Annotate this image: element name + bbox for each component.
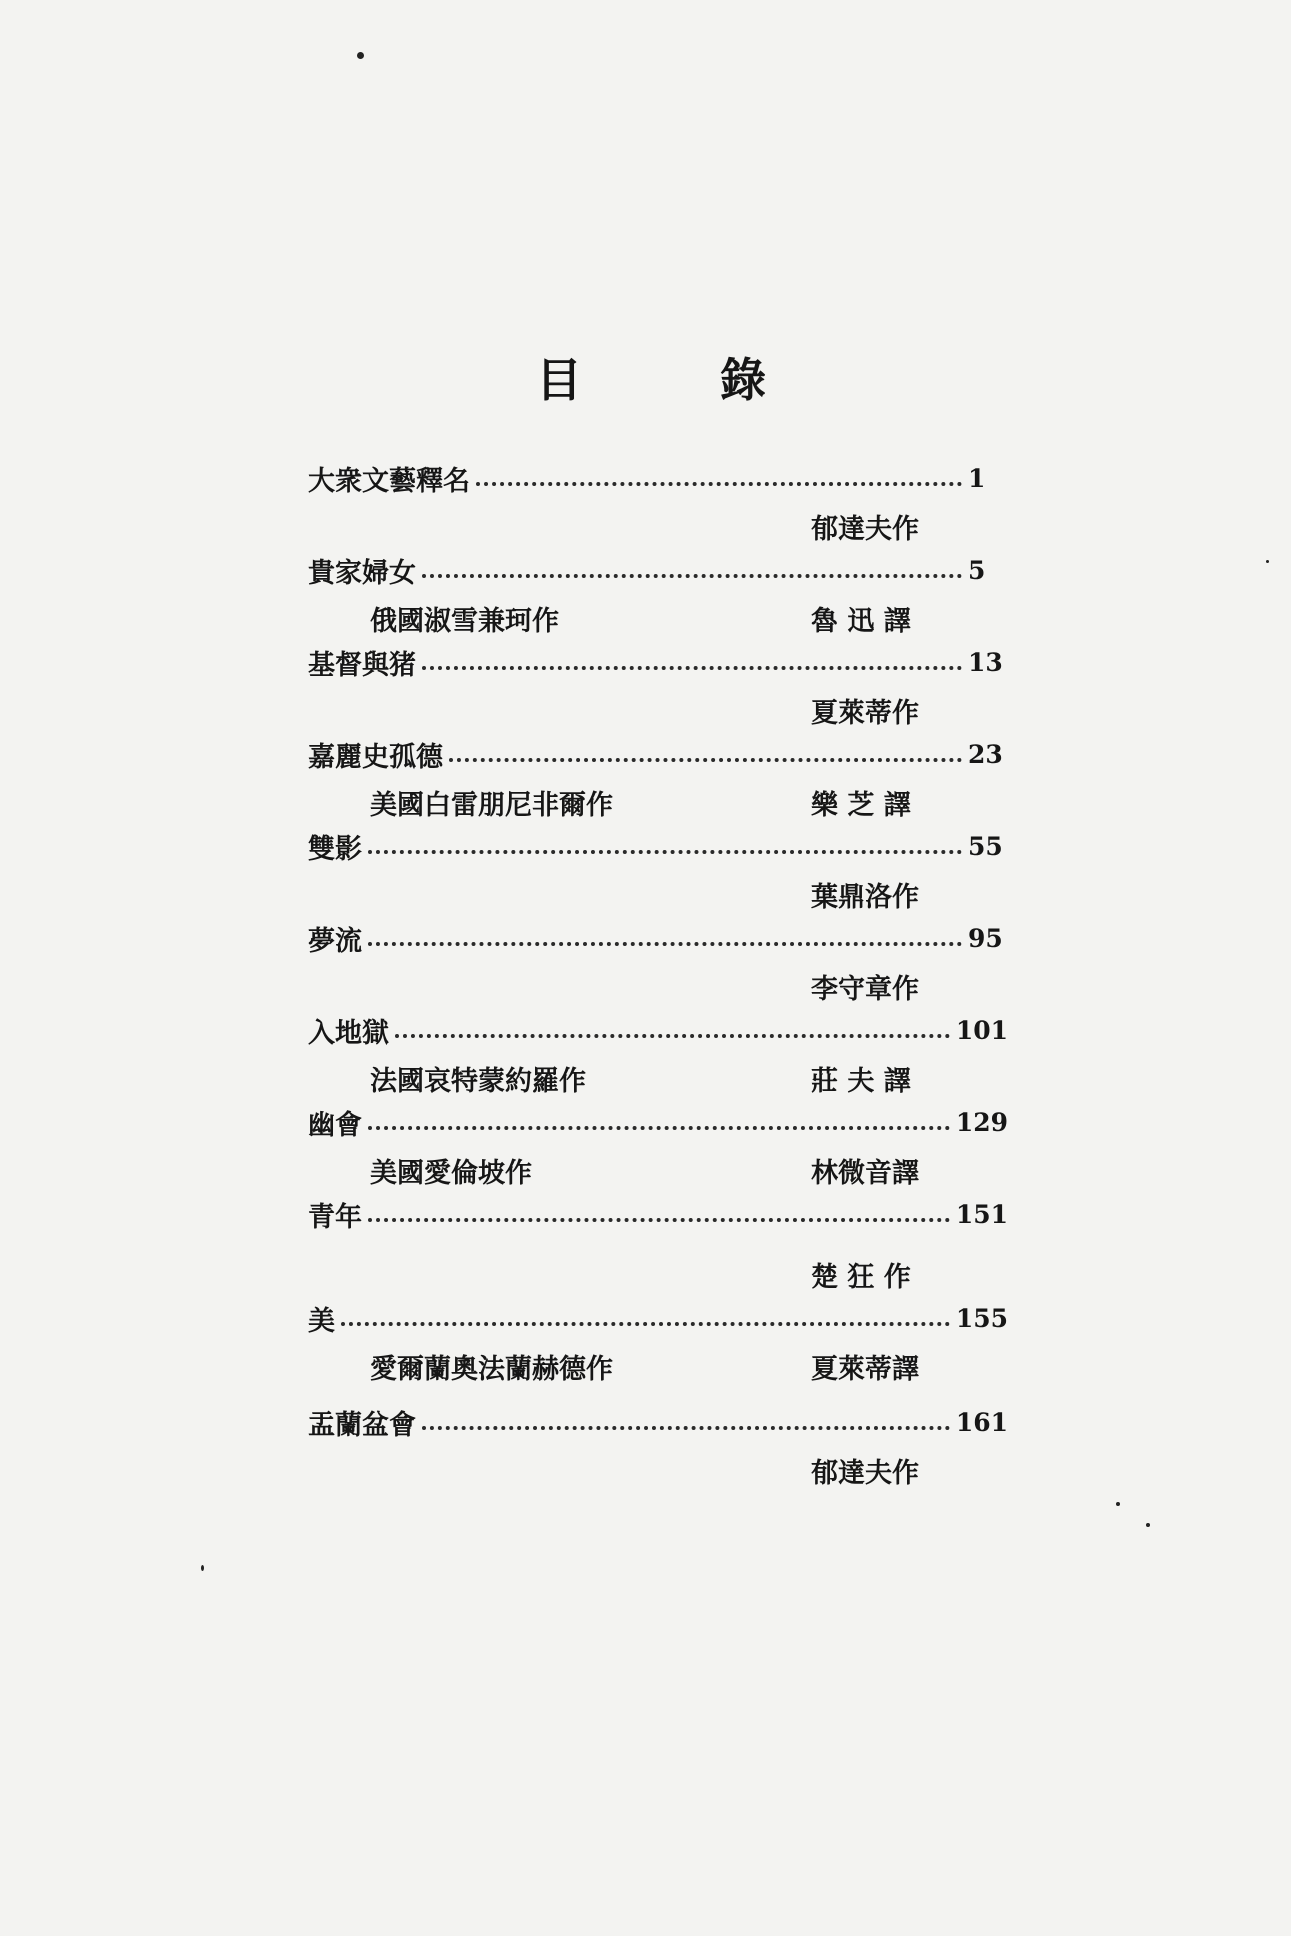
entry-page-number: 13 — [968, 647, 1003, 677]
toc-entry[interactable] — [308, 1399, 1008, 1445]
entry-page-number: 155 — [955, 1303, 1008, 1333]
dot-leader — [449, 758, 962, 762]
toc-entry[interactable] — [308, 639, 1008, 685]
entry-title: 基督與猪 — [308, 649, 416, 681]
entry-credit-row — [308, 777, 1008, 823]
entry-page-number: 1 — [968, 463, 986, 493]
dot-leader — [422, 1426, 950, 1430]
entry-original-author: 愛爾蘭奧法蘭赫德作 — [370, 1354, 613, 1385]
title-char-2: 錄 — [720, 353, 766, 407]
dot-leader — [368, 850, 962, 854]
entry-page-number: 95 — [968, 923, 1003, 953]
dot-leader — [368, 1218, 950, 1222]
toc-entry[interactable] — [308, 455, 1008, 501]
dot-leader — [422, 574, 962, 578]
dot-leader — [476, 482, 962, 486]
entry-page-number: 23 — [968, 739, 1003, 769]
entry-title: 入地獄 — [308, 1017, 389, 1049]
entry-page-number: 5 — [968, 555, 986, 585]
table-of-contents — [308, 455, 1008, 1491]
scan-speck — [1116, 1502, 1120, 1506]
scan-speck — [357, 52, 364, 59]
entry-title: 夢流 — [308, 925, 362, 957]
entry-credit: 楚 狂 作 — [811, 1262, 911, 1293]
scan-speck — [201, 1565, 204, 1571]
entry-credit-row — [308, 961, 1008, 1007]
spacer — [308, 1237, 1008, 1249]
scan-speck — [1146, 1523, 1150, 1527]
entry-credit-row — [308, 1341, 1008, 1387]
entry-title: 美 — [308, 1305, 335, 1337]
toc-entry[interactable] — [308, 1191, 1008, 1237]
entry-credit: 魯 迅 譯 — [811, 606, 911, 637]
entry-credit-row — [308, 1249, 1008, 1295]
entry-title: 盂蘭盆會 — [308, 1409, 416, 1441]
entry-credit: 郁達夫作 — [811, 1458, 919, 1489]
dot-leader — [341, 1322, 950, 1326]
entry-credit: 葉鼎洛作 — [811, 882, 919, 913]
spacer — [308, 1387, 1008, 1399]
toc-entry[interactable] — [308, 547, 1008, 593]
toc-entry[interactable] — [308, 1099, 1008, 1145]
entry-credit-row — [308, 685, 1008, 731]
entry-original-author: 俄國淑雪兼珂作 — [370, 606, 559, 637]
entry-credit: 夏萊蒂譯 — [811, 1354, 919, 1385]
entry-page-number: 129 — [955, 1107, 1008, 1137]
entry-page-number: 55 — [968, 831, 1003, 861]
dot-leader — [395, 1034, 950, 1038]
entry-original-author: 美國愛倫坡作 — [370, 1158, 532, 1189]
dot-leader — [422, 666, 962, 670]
dot-leader — [368, 942, 962, 946]
title-char-1: 目 — [536, 353, 582, 407]
entry-credit: 樂 芝 譯 — [811, 790, 911, 821]
entry-credit: 郁達夫作 — [811, 514, 919, 545]
entry-title: 大衆文藝釋名 — [308, 465, 470, 497]
toc-entry[interactable] — [308, 1295, 1008, 1341]
entry-credit-row — [308, 1445, 1008, 1491]
entry-credit: 林微音譯 — [811, 1158, 919, 1189]
entry-original-author: 美國白雷朋尼非爾作 — [370, 790, 613, 821]
toc-entry[interactable] — [308, 915, 1008, 961]
entry-page-number: 101 — [955, 1015, 1008, 1045]
entry-credit-row — [308, 1053, 1008, 1099]
entry-title: 幽會 — [308, 1109, 362, 1141]
page-title — [0, 345, 1291, 415]
entry-title: 貴家婦女 — [308, 557, 416, 589]
entry-page-number: 151 — [955, 1199, 1008, 1229]
dot-leader — [368, 1126, 950, 1130]
entry-credit-row — [308, 593, 1008, 639]
scan-speck — [1266, 560, 1269, 563]
entry-credit: 夏萊蒂作 — [811, 698, 919, 729]
entry-credit-row — [308, 501, 1008, 547]
entry-original-author: 法國哀特蒙約羅作 — [370, 1066, 586, 1097]
entry-title: 青年 — [308, 1201, 362, 1233]
entry-credit-row — [308, 1145, 1008, 1191]
entry-credit-row — [308, 869, 1008, 915]
toc-entry[interactable] — [308, 1007, 1008, 1053]
entry-credit: 莊 夫 譯 — [811, 1066, 911, 1097]
entry-title: 雙影 — [308, 833, 362, 865]
toc-entry[interactable] — [308, 731, 1008, 777]
toc-entry[interactable] — [308, 823, 1008, 869]
entry-credit: 李守章作 — [811, 974, 919, 1005]
entry-page-number: 161 — [955, 1407, 1008, 1437]
entry-title: 嘉麗史孤德 — [308, 741, 443, 773]
